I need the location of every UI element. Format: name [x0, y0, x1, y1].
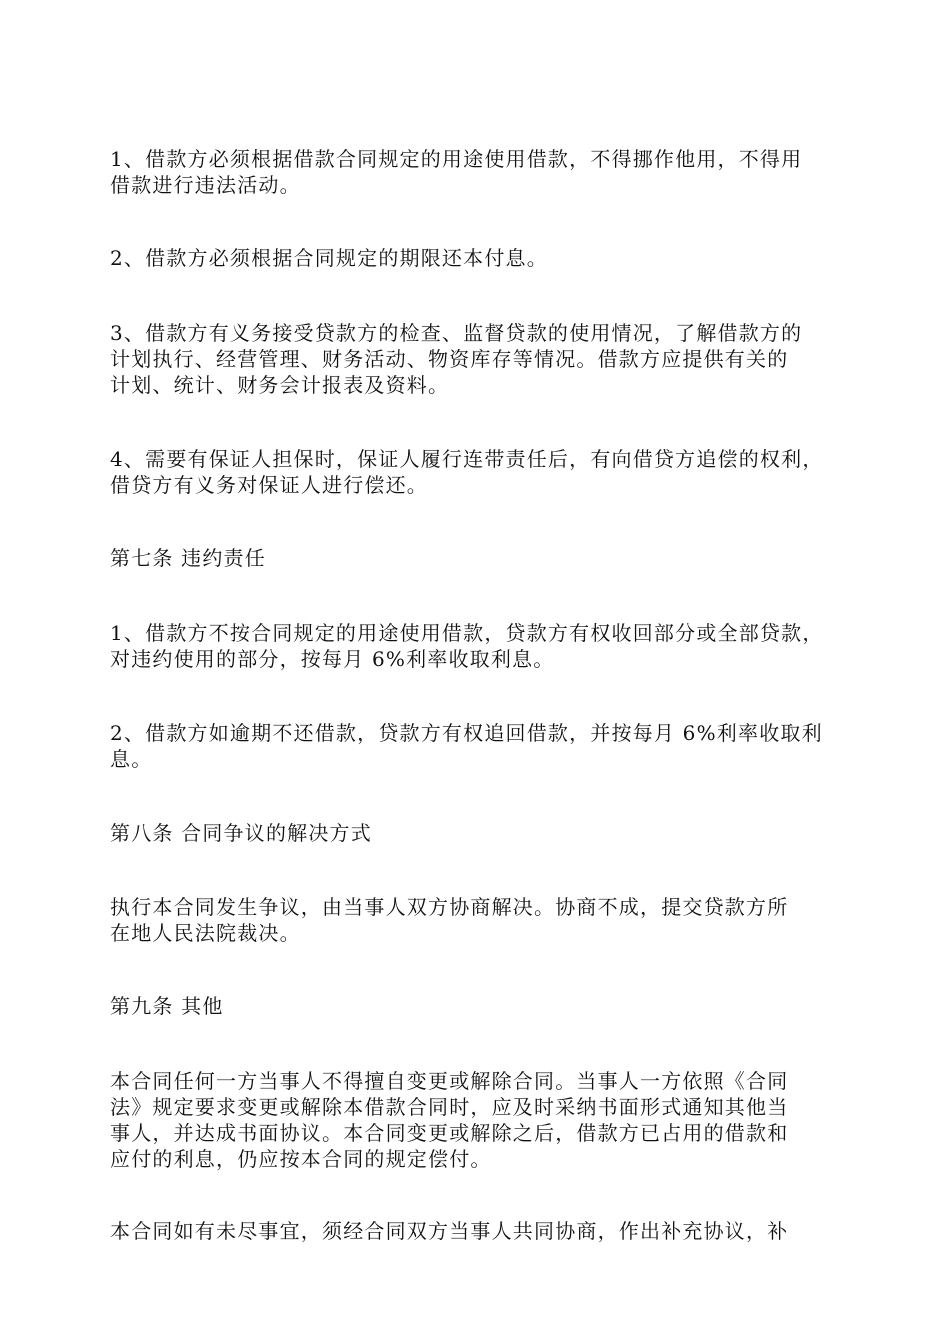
- paragraph-obligation-1: [110, 146, 845, 198]
- text-line: 事人，并达成书面协议。本合同变更或解除之后，借款方已占用的借款和: [110, 1121, 789, 1145]
- section-heading-article-7: [110, 545, 845, 571]
- text-line: 本合同任何一方当事人不得擅自变更或解除合同。当事人一方依照《合同: [110, 1069, 789, 1093]
- section-heading-article-9: [110, 993, 845, 1019]
- text-line: 1、借款方必须根据借款合同规定的用途使用借款，不得挪作他用，不得用: [110, 147, 803, 171]
- text-line: 1、借款方不按合同规定的用途使用借款，贷款方有权收回部分或全部贷款，: [110, 621, 824, 645]
- paragraph-obligation-4: [110, 446, 845, 498]
- paragraph-liability-1: [110, 620, 845, 672]
- text-line: 计划执行、经营管理、财务活动、物资库存等情况。借款方应提供有关的: [110, 347, 789, 371]
- paragraph-other-1: [110, 1068, 845, 1172]
- text-line: 2、借款方必须根据合同规定的期限还本付息。: [110, 246, 548, 270]
- text-line: 本合同如有未尽事宜，须经合同双方当事人共同协商，作出补充协议，补: [110, 1219, 789, 1243]
- text-line: 借贷方有义务对保证人进行偿还。: [110, 473, 428, 497]
- heading-text: 第八条 合同争议的解决方式: [110, 821, 372, 845]
- text-line: 对违约使用的部分，按每月 6%利率收取利息。: [110, 647, 555, 671]
- text-line: 息。: [110, 747, 153, 771]
- heading-text: 第七条 违约责任: [110, 546, 266, 570]
- text-line: 2、借款方如逾期不还借款，贷款方有权追回借款，并按每月 6%利率收取利: [110, 721, 823, 745]
- paragraph-other-2: [110, 1218, 845, 1244]
- text-line: 法》规定要求变更或解除本借款合同时，应及时采纳书面形式通知其他当: [110, 1095, 789, 1119]
- paragraph-liability-2: [110, 720, 845, 772]
- text-line: 3、借款方有义务接受贷款方的检查、监督贷款的使用情况，了解借款方的: [110, 321, 803, 345]
- text-line: 应付的利息，仍应按本合同的规定偿付。: [110, 1147, 492, 1171]
- paragraph-obligation-2: [110, 245, 845, 271]
- section-heading-article-8: [110, 820, 845, 846]
- text-line: 执行本合同发生争议，由当事人双方协商解决。协商不成，提交贷款方所: [110, 895, 789, 919]
- text-line: 在地人民法院裁决。: [110, 921, 301, 945]
- text-line: 计划、统计、财务会计报表及资料。: [110, 373, 450, 397]
- paragraph-obligation-3: [110, 320, 845, 398]
- heading-text: 第九条 其他: [110, 994, 224, 1018]
- paragraph-dispute: [110, 894, 845, 946]
- text-line: 借款进行违法活动。: [110, 173, 301, 197]
- text-line: 4、需要有保证人担保时，保证人履行连带责任后，有向借贷方追偿的权利，: [110, 447, 824, 471]
